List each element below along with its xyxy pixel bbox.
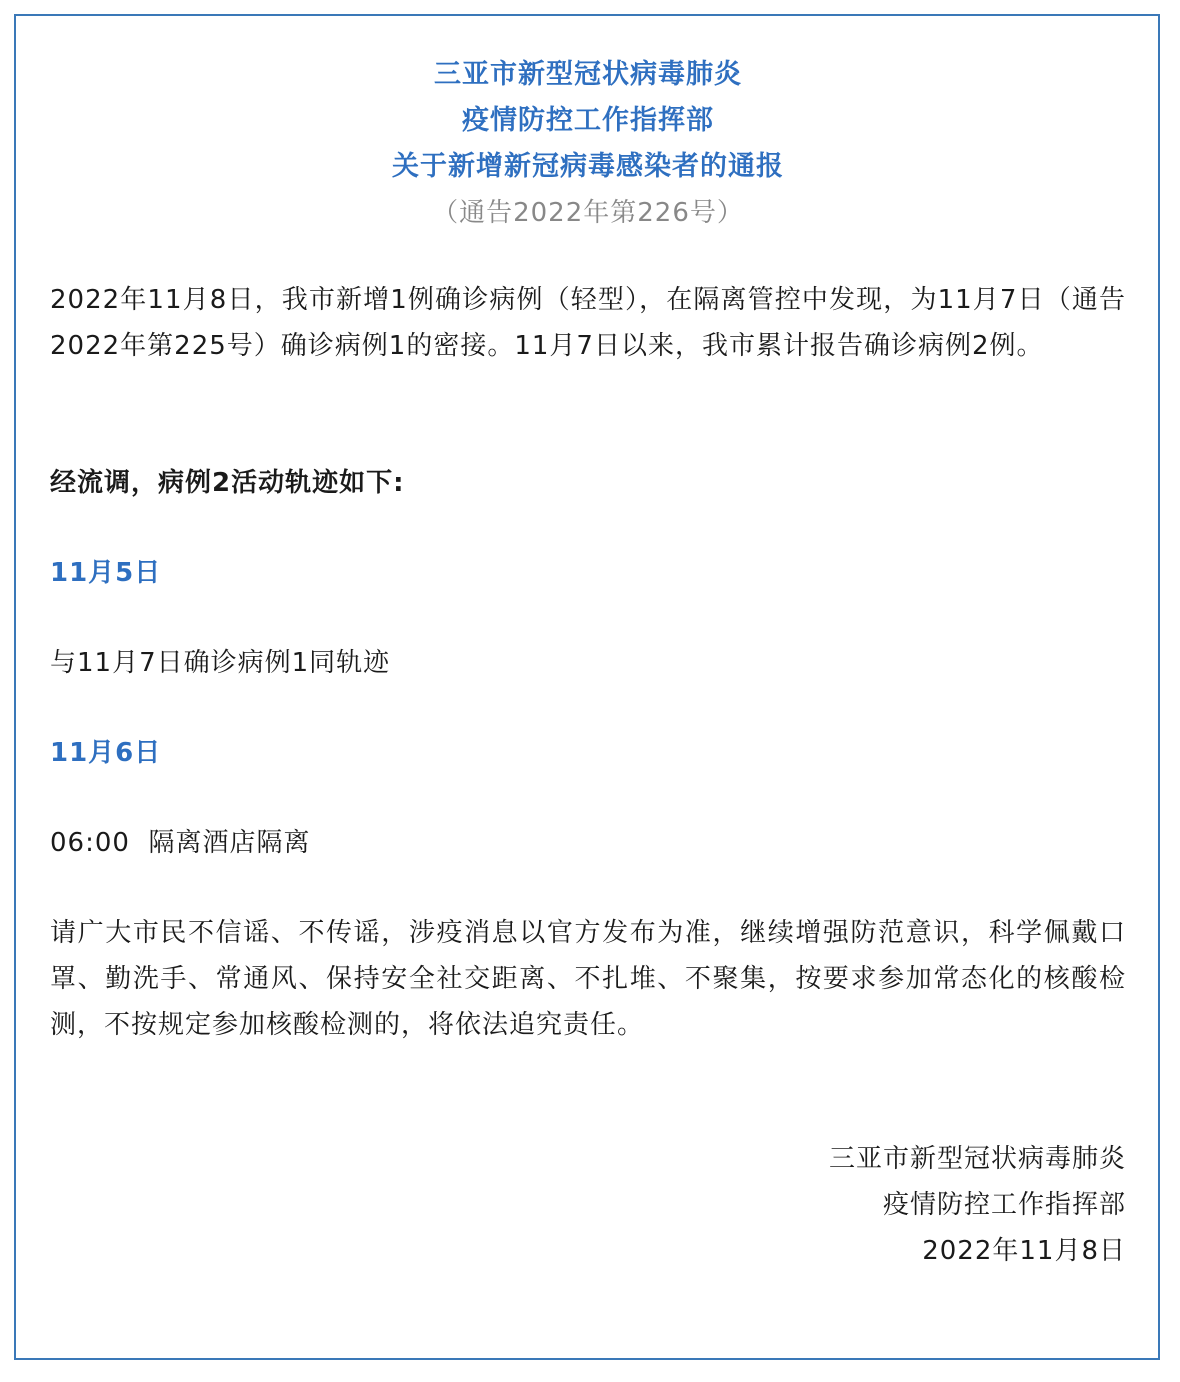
day-1-activity: 与11月7日确诊病例1同轨迹 bbox=[50, 648, 391, 678]
signature-block bbox=[50, 1136, 1126, 1274]
trajectory-heading: 经流调，病例2活动轨迹如下: bbox=[50, 468, 405, 498]
title-line-1: 三亚市新型冠状病毒肺炎 bbox=[434, 59, 742, 90]
signature-date: 2022年11月8日 bbox=[922, 1236, 1126, 1266]
intro-paragraph: 2022年11月8日，我市新增1例确诊病例（轻型），在隔离管控中发现，为11月7日（通告2022年第225号）确诊病例1的密接。11月7日以来，我市累计报告确诊病例2例。 bbox=[50, 285, 1126, 361]
notice-number: （通告2022年第226号） bbox=[432, 198, 744, 228]
document-title-block bbox=[50, 52, 1126, 236]
appeal-paragraph: 请广大市民不信谣、不传谣，涉疫消息以官方发布为准，继续增强防范意识，科学佩戴口罩、勤洗手、常通风、保持安全社交距离、不扎堆、不聚集，按要求参加常态化的核酸检测，不按规定参加核酸检测的，将依法追究责任。 bbox=[50, 918, 1126, 1040]
day-2-activity: 06:00 隔离酒店隔离 bbox=[50, 828, 311, 858]
title-line-3: 关于新增新冠病毒感染者的通报 bbox=[392, 151, 784, 182]
signature-org-line-2: 疫情防控工作指挥部 bbox=[882, 1190, 1126, 1220]
day-1-date: 11月5日 bbox=[50, 558, 162, 588]
signature-org-line-1: 三亚市新型冠状病毒肺炎 bbox=[828, 1144, 1126, 1174]
day-2-date: 11月6日 bbox=[50, 738, 162, 768]
title-line-2: 疫情防控工作指挥部 bbox=[462, 105, 714, 136]
